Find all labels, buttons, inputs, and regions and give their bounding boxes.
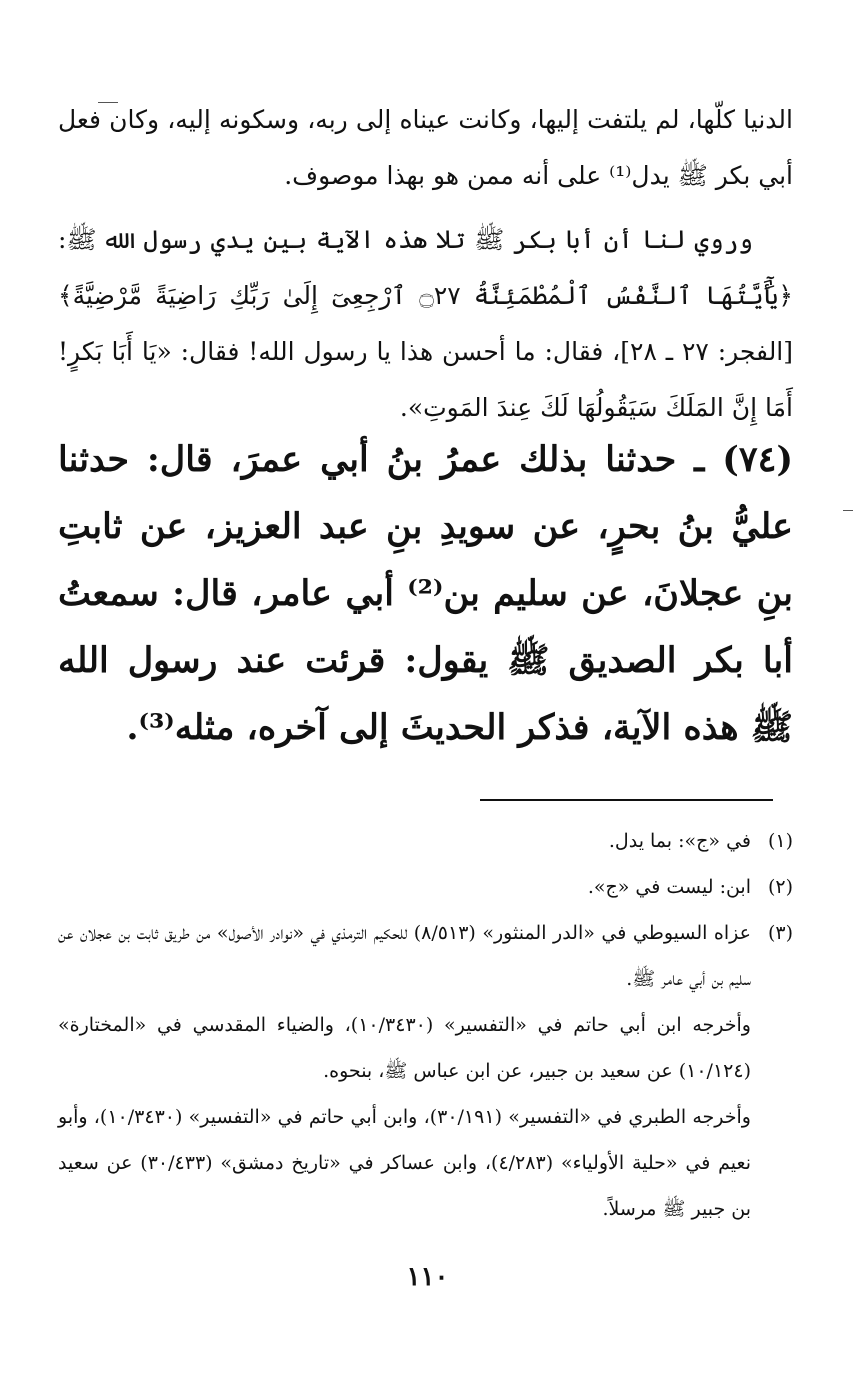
- footnote-line: وأخرجه ابن أبي حاتم في «التفسير» (١٠/٣٤٣٠)، والضياء المقدسي في «المختارة» (١٠/١٢٤) عن سعيد بن جبير، عن ابن عباس ﷺ، بنحوه.: [58, 1014, 751, 1082]
- body-paragraph-2: وروي لنا أن أبا بكر ﷺ تلا هذه الآية بين يدي رسول الله ﷺ: ﴿يَٰٓأَيَّتُهَا ٱلنَّفْسُ ٱلْمُطْمَئِنَّةُ ۝٢٧ ٱرْجِعِىٓ إِلَىٰ رَبِّكِ رَاضِيَةً مَّرْضِيَّةً﴾ [الفجر: ٢٧ ـ ٢٨]، فقال: ما أحسن هذا يا رسول الله! فقال: «يَا أَبَا بَكرٍ! أَمَا إِنَّ المَلَكَ سَيَقُولُهَا لَكَ عِندَ المَوتِ».: [58, 225, 794, 422]
- footnote-3: [58, 910, 793, 1232]
- footnote-body: [58, 818, 751, 864]
- footnote-separator: [480, 799, 773, 801]
- footnote-number: (٢): [767, 876, 793, 898]
- footnote-2: [58, 864, 793, 910]
- footnote-number: (١): [767, 830, 793, 852]
- edge-mark: [843, 510, 853, 511]
- footnotes: [58, 818, 793, 1232]
- footnote-body: [58, 864, 751, 910]
- footnote-body: [58, 910, 751, 1232]
- page-number: ١١٠: [406, 1262, 449, 1292]
- footnote-line: عزاه السيوطي في «الدر المنثور» (٨/٥١٣) للحكيم الترمذي في «نوادر الأصول» من طريق ثابت بن عجلان عن سليم بن أبي عامر ﷺ.: [58, 922, 751, 990]
- hadith-74: [58, 426, 793, 761]
- footnote-line: ابن: ليست في «ج».: [587, 876, 751, 898]
- footnote-line: وأخرجه الطبري في «التفسير» (٣٠/١٩١)، وابن أبي حاتم في «التفسير» (١٠/٣٤٣٠)، وأبو نعيم في «حلية الأولياء» (٤/٢٨٣)، وابن عساكر في «تاريخ دمشق» (٣٠/٤٣٣) عن سعيد بن جبير ﷺ مرسلاً.: [58, 1106, 751, 1220]
- footnote-line: في «ج»: بما يدل.: [608, 830, 751, 852]
- footnote-1: [58, 818, 793, 864]
- hadith-text: (٧٤) ـ حدثنا بذلك عمرُ بنُ أبي عمرَ، قال: حدثنا عليُّ بنُ بحرٍ، عن سويدِ بنِ عبد العزيز، عن ثابتِ بنِ عجلانَ، عن سليم بن⁽²⁾ أبي عامر، قال: سمعتُ أبا بكر الصديق ﷺ يقول: قرئت عند رسول الله ﷺ هذه الآية، فذكر الحديثَ إلى آخره، مثله⁽³⁾.: [58, 439, 794, 748]
- footnote-number: (٣): [767, 922, 793, 944]
- body-paragraph-1: الدنيا كلّها، لم يلتفت إليها، وكانت عيناه إلى ربه، وسكونه إليه، وكان فعل أبي بكر ﷺ يدل⁽¹⁾ على أنه ممن هو بهذا موصوف.: [58, 105, 793, 190]
- body-text: [58, 92, 793, 436]
